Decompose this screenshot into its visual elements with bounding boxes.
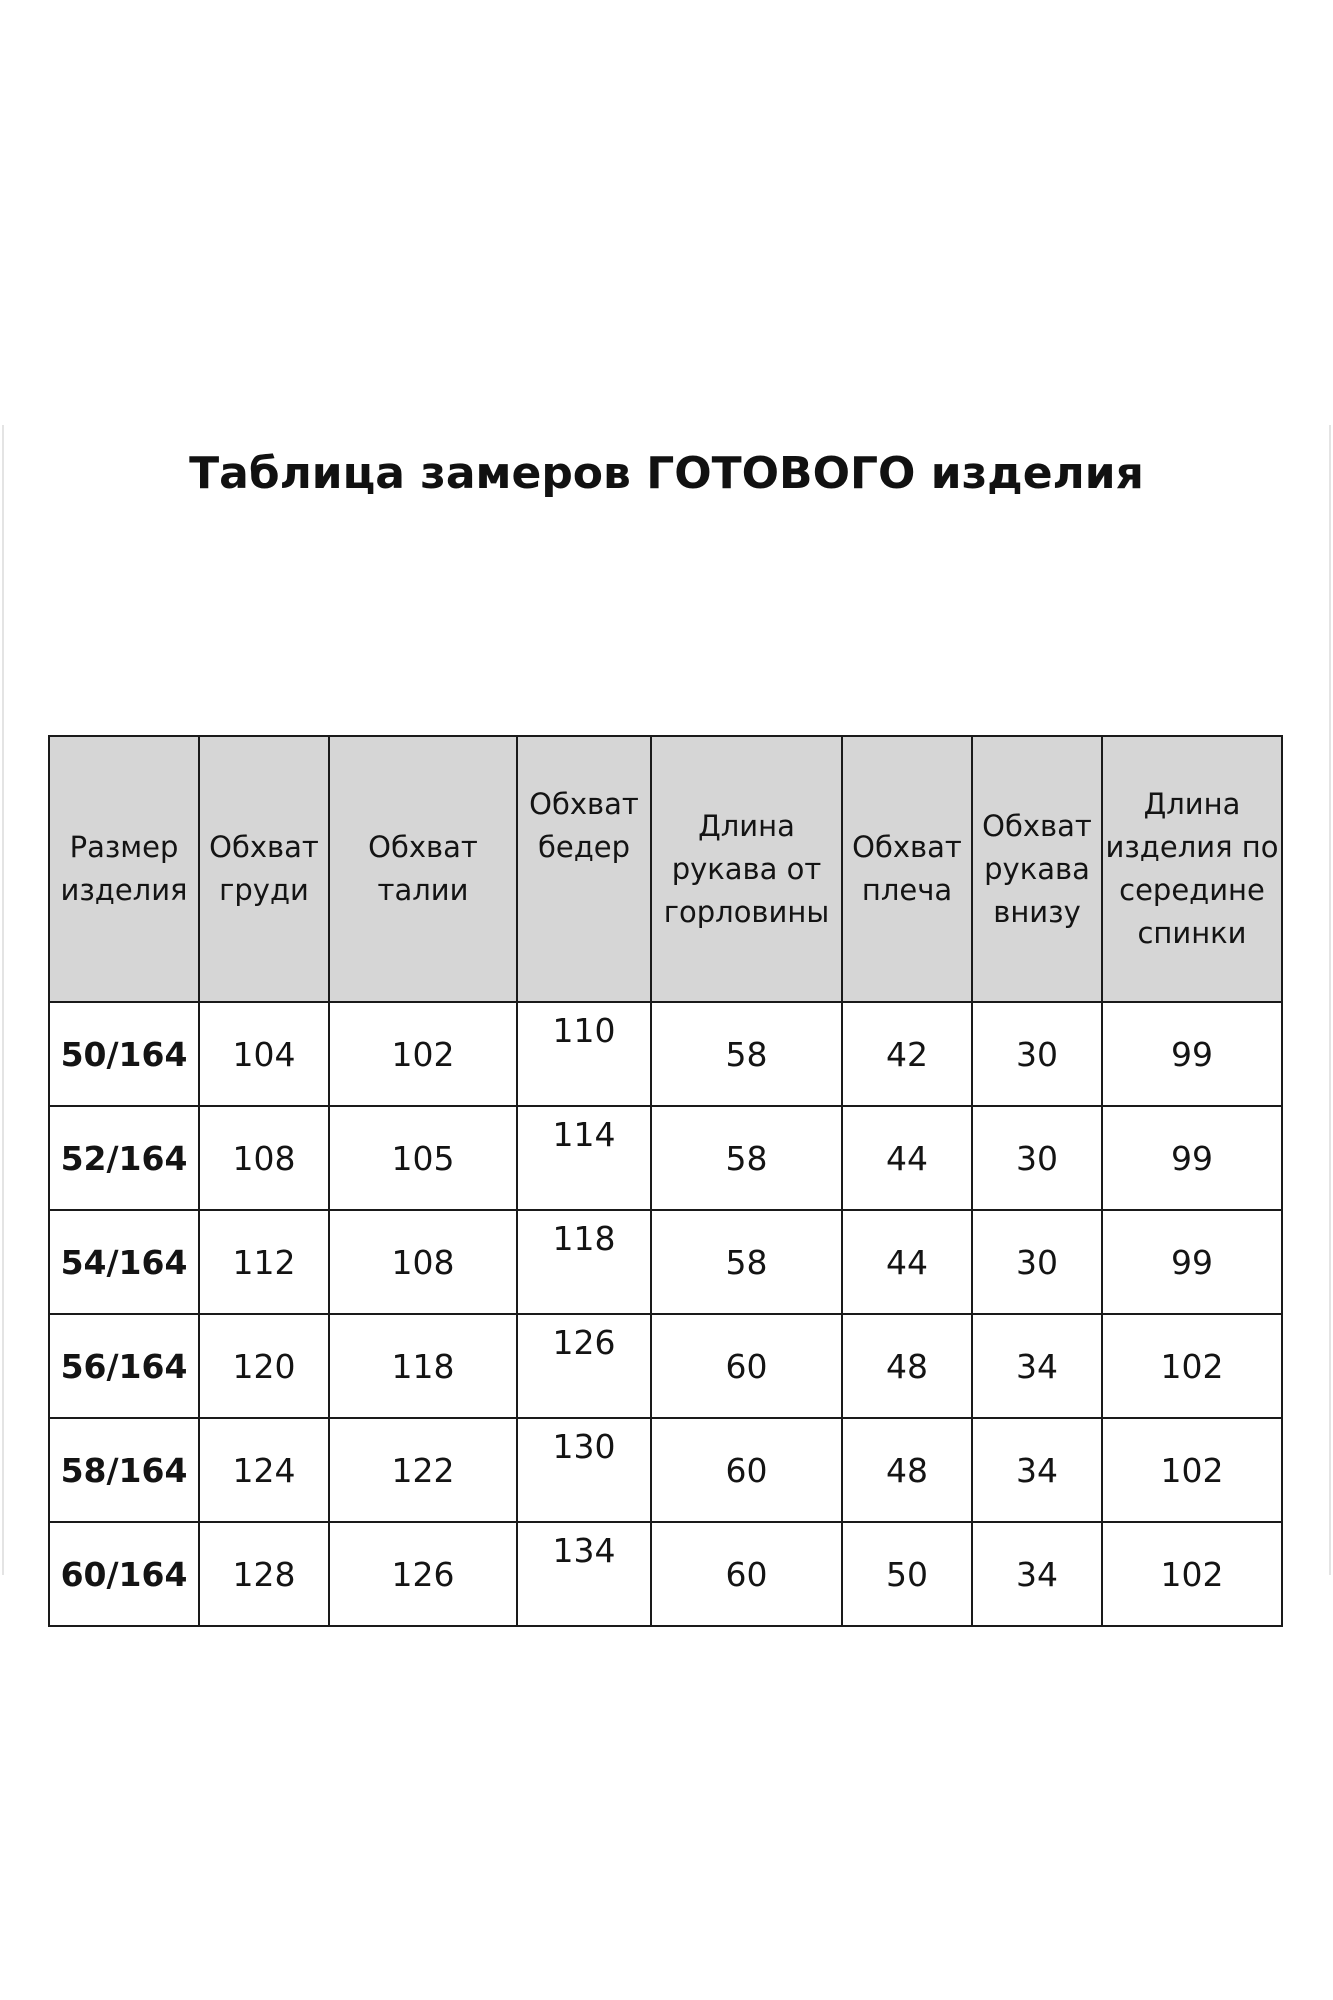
hips-cell: 126 — [517, 1314, 651, 1418]
hips-cell: 110 — [517, 1002, 651, 1106]
hips-cell: 114 — [517, 1106, 651, 1210]
waist-cell: 102 — [329, 1002, 517, 1106]
header-back-length: Длина изделия по середине спинки — [1102, 736, 1282, 1002]
sleeve-length-cell: 58 — [651, 1002, 842, 1106]
table-row — [49, 1210, 1282, 1314]
header-size: Размер изделия — [49, 736, 199, 1002]
header-sleeve-bottom: Обхват рукава внизу — [972, 736, 1102, 1002]
shoulder-cell: 48 — [842, 1418, 972, 1522]
sleeve-length-cell: 60 — [651, 1418, 842, 1522]
size-cell: 50/164 — [49, 1002, 199, 1106]
shoulder-cell: 44 — [842, 1106, 972, 1210]
sleeve-length-cell: 58 — [651, 1210, 842, 1314]
shoulder-cell: 50 — [842, 1522, 972, 1626]
waist-cell: 118 — [329, 1314, 517, 1418]
header-sleeve-length: Длина рукава от горловины — [651, 736, 842, 1002]
hips-cell: 134 — [517, 1522, 651, 1626]
sleeve-bottom-cell: 34 — [972, 1522, 1102, 1626]
header-shoulder: Обхват плеча — [842, 736, 972, 1002]
right-edge-line — [1329, 425, 1331, 1575]
waist-cell: 122 — [329, 1418, 517, 1522]
table-row — [49, 1106, 1282, 1210]
waist-cell: 126 — [329, 1522, 517, 1626]
sleeve-bottom-cell: 30 — [972, 1106, 1102, 1210]
header-chest: Обхват груди — [199, 736, 329, 1002]
shoulder-cell: 42 — [842, 1002, 972, 1106]
size-table — [48, 735, 1283, 1627]
chest-cell: 128 — [199, 1522, 329, 1626]
chest-cell: 120 — [199, 1314, 329, 1418]
waist-cell: 108 — [329, 1210, 517, 1314]
sleeve-bottom-cell: 34 — [972, 1314, 1102, 1418]
size-cell: 56/164 — [49, 1314, 199, 1418]
chest-cell: 112 — [199, 1210, 329, 1314]
shoulder-cell: 48 — [842, 1314, 972, 1418]
page-title: Таблица замеров ГОТОВОГО изделия — [189, 448, 1144, 499]
header-waist: Обхват талии — [329, 736, 517, 1002]
table-row — [49, 1002, 1282, 1106]
chest-cell: 124 — [199, 1418, 329, 1522]
sleeve-bottom-cell: 34 — [972, 1418, 1102, 1522]
back-length-cell: 99 — [1102, 1106, 1282, 1210]
hips-cell: 118 — [517, 1210, 651, 1314]
sleeve-bottom-cell: 30 — [972, 1002, 1102, 1106]
sleeve-bottom-cell: 30 — [972, 1210, 1102, 1314]
table-row — [49, 1522, 1282, 1626]
sleeve-length-cell: 58 — [651, 1106, 842, 1210]
back-length-cell: 99 — [1102, 1002, 1282, 1106]
back-length-cell: 99 — [1102, 1210, 1282, 1314]
header-hips: Обхват бедер — [517, 736, 651, 1002]
size-cell: 52/164 — [49, 1106, 199, 1210]
chest-cell: 108 — [199, 1106, 329, 1210]
size-cell: 58/164 — [49, 1418, 199, 1522]
hips-cell: 130 — [517, 1418, 651, 1522]
table-row — [49, 1314, 1282, 1418]
table-header-row — [49, 736, 1282, 1002]
size-cell: 60/164 — [49, 1522, 199, 1626]
waist-cell: 105 — [329, 1106, 517, 1210]
sleeve-length-cell: 60 — [651, 1314, 842, 1418]
back-length-cell: 102 — [1102, 1418, 1282, 1522]
table-row — [49, 1418, 1282, 1522]
back-length-cell: 102 — [1102, 1522, 1282, 1626]
back-length-cell: 102 — [1102, 1314, 1282, 1418]
sleeve-length-cell: 60 — [651, 1522, 842, 1626]
size-cell: 54/164 — [49, 1210, 199, 1314]
shoulder-cell: 44 — [842, 1210, 972, 1314]
left-edge-line — [2, 425, 4, 1575]
chest-cell: 104 — [199, 1002, 329, 1106]
